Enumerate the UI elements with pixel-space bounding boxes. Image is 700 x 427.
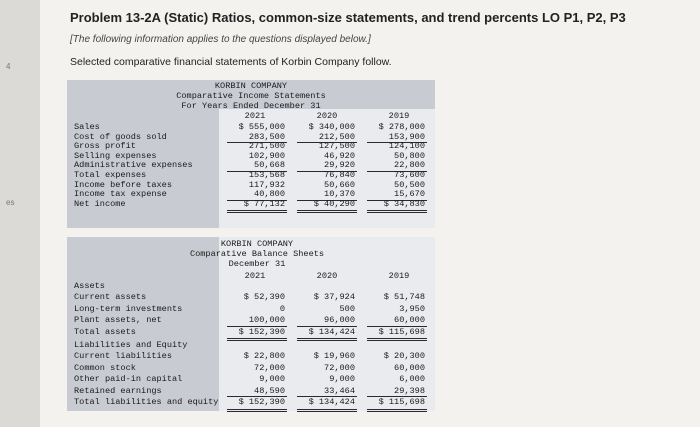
row-label: Cost of goods sold (74, 131, 167, 142)
assets-heading: Assets (74, 281, 105, 291)
row-value-2021: $ 77,132 (243, 198, 285, 209)
row-value-2020: 72,000 (324, 362, 355, 373)
row-value-2021: 50,668 (254, 160, 285, 171)
row-value-2021: $ 52,390 (243, 292, 285, 302)
row-value-2021: 0 (279, 303, 285, 314)
rule-line (367, 409, 427, 410)
row-value-2021: 117,932 (248, 179, 285, 190)
balance-company: KORBIN COMPANY (220, 239, 294, 249)
rule-line (227, 411, 287, 412)
balance-sheet-panel (67, 237, 435, 411)
row-label: Current assets (74, 292, 147, 302)
income-year-2021: 2021 (244, 111, 266, 121)
row-value-2019: 124,100 (388, 141, 425, 152)
rule-line (227, 210, 287, 211)
row-label: Common stock (74, 362, 136, 373)
problem-note: [The following information applies to the questions displayed below.] (70, 34, 371, 45)
row-value-2019: 153,900 (388, 131, 425, 142)
row-value-2019: 50,800 (394, 150, 425, 161)
income-statement-panel (67, 80, 435, 228)
row-value-2021: $ 555,000 (238, 122, 285, 132)
row-value-2020: 50,660 (324, 179, 355, 190)
balance-year-2019: 2019 (388, 271, 410, 281)
row-value-2019: $ 115,698 (378, 397, 425, 407)
balance-title: Comparative Balance Sheets (189, 249, 325, 259)
row-label: Retained earnings (74, 385, 162, 396)
row-value-2020: 10,370 (324, 189, 355, 200)
income-company: KORBIN COMPANY (214, 81, 288, 91)
rule-line (367, 411, 427, 412)
left-margin-strip (0, 0, 40, 427)
row-value-2021: 153,568 (248, 170, 285, 180)
rule-line (297, 409, 357, 410)
row-label: Net income (74, 198, 126, 209)
row-value-2020: $ 19,960 (313, 351, 355, 361)
row-label: Gross profit (74, 141, 136, 152)
row-value-2021: 271,500 (248, 141, 285, 152)
row-value-2019: $ 51,748 (383, 292, 425, 302)
income-title: Comparative Income Statements (176, 91, 326, 101)
row-value-2020: 212,500 (318, 131, 355, 142)
balance-period: December 31 (228, 259, 286, 269)
income-year-2019: 2019 (388, 111, 410, 121)
row-label: Plant assets, net (74, 315, 162, 325)
rule-line (227, 338, 287, 339)
row-value-2019: $ 20,300 (383, 351, 425, 361)
row-value-2019: 3,950 (399, 303, 425, 314)
row-value-2020: $ 134,424 (308, 397, 355, 407)
row-label: Other paid-in capital (74, 374, 183, 384)
rule-line (297, 212, 357, 213)
row-value-2020: 96,000 (324, 315, 355, 325)
row-value-2021: 100,000 (248, 315, 285, 325)
row-label: Total liabilities and equity (74, 397, 219, 407)
row-value-2020: 33,464 (324, 385, 355, 396)
row-value-2020: 46,920 (324, 150, 355, 161)
row-label: Current liabilities (74, 351, 172, 361)
row-value-2020: 29,920 (324, 160, 355, 171)
row-value-2019: $ 115,698 (378, 326, 425, 337)
row-label: Income tax expense (74, 189, 167, 200)
row-value-2020: $ 40,290 (313, 198, 355, 209)
row-value-2019: 6,000 (399, 374, 425, 384)
row-label: Sales (74, 122, 100, 132)
rule-line (367, 212, 427, 213)
side-mark: 4 (6, 62, 11, 71)
row-value-2021: 40,800 (254, 189, 285, 200)
rule-line (297, 338, 357, 339)
rule-line (297, 411, 357, 412)
row-value-2021: $ 152,390 (238, 397, 285, 407)
problem-intro: Selected comparative financial statements of Korbin Company follow. (70, 56, 392, 68)
row-label: Long-term investments (74, 303, 183, 314)
row-label: Selling expenses (74, 150, 157, 161)
row-label: Administrative expenses (74, 160, 193, 171)
row-value-2020: 127,500 (318, 141, 355, 152)
problem-title: Problem 13-2A (Static) Ratios, common-size statements, and trend percents LO P1, P2, P3 (70, 10, 626, 25)
row-value-2020: $ 134,424 (308, 326, 355, 337)
row-value-2020: $ 37,924 (313, 292, 355, 302)
row-value-2021: 48,590 (254, 385, 285, 396)
row-value-2019: 29,398 (394, 385, 425, 396)
rule-line (227, 212, 287, 213)
balance-year-2021: 2021 (244, 271, 266, 281)
rule-line (297, 340, 357, 341)
rule-line (227, 409, 287, 410)
row-value-2020: $ 340,000 (308, 122, 355, 132)
row-value-2020: 9,000 (329, 374, 355, 384)
row-value-2019: 22,800 (394, 160, 425, 171)
row-value-2019: 60,000 (394, 315, 425, 325)
income-period: For Years Ended December 31 (181, 101, 321, 111)
row-label: Income before taxes (74, 179, 172, 190)
rule-line (227, 340, 287, 341)
row-label: Total expenses (74, 170, 147, 180)
rule-line (367, 338, 427, 339)
rule-line (297, 210, 357, 211)
row-value-2020: 500 (339, 303, 355, 314)
row-value-2019: $ 34,830 (383, 198, 425, 209)
row-value-2021: 72,000 (254, 362, 285, 373)
rule-line (367, 210, 427, 211)
row-label: Total assets (74, 326, 136, 337)
row-value-2021: $ 152,390 (238, 326, 285, 337)
row-value-2021: 283,500 (248, 131, 285, 142)
row-value-2021: 102,900 (248, 150, 285, 161)
balance-year-2020: 2020 (316, 271, 338, 281)
row-value-2020: 76,840 (324, 170, 355, 180)
row-value-2019: $ 278,000 (378, 122, 425, 132)
side-mark: es (6, 198, 15, 207)
row-value-2019: 60,000 (394, 362, 425, 373)
row-value-2019: 15,670 (394, 189, 425, 200)
row-value-2019: 73,600 (394, 170, 425, 180)
row-value-2021: 9,000 (259, 374, 285, 384)
rule-line (367, 340, 427, 341)
row-value-2021: $ 22,800 (243, 351, 285, 361)
liabilities-heading: Liabilities and Equity (74, 340, 188, 350)
income-year-2020: 2020 (316, 111, 338, 121)
row-value-2019: 50,500 (394, 179, 425, 190)
